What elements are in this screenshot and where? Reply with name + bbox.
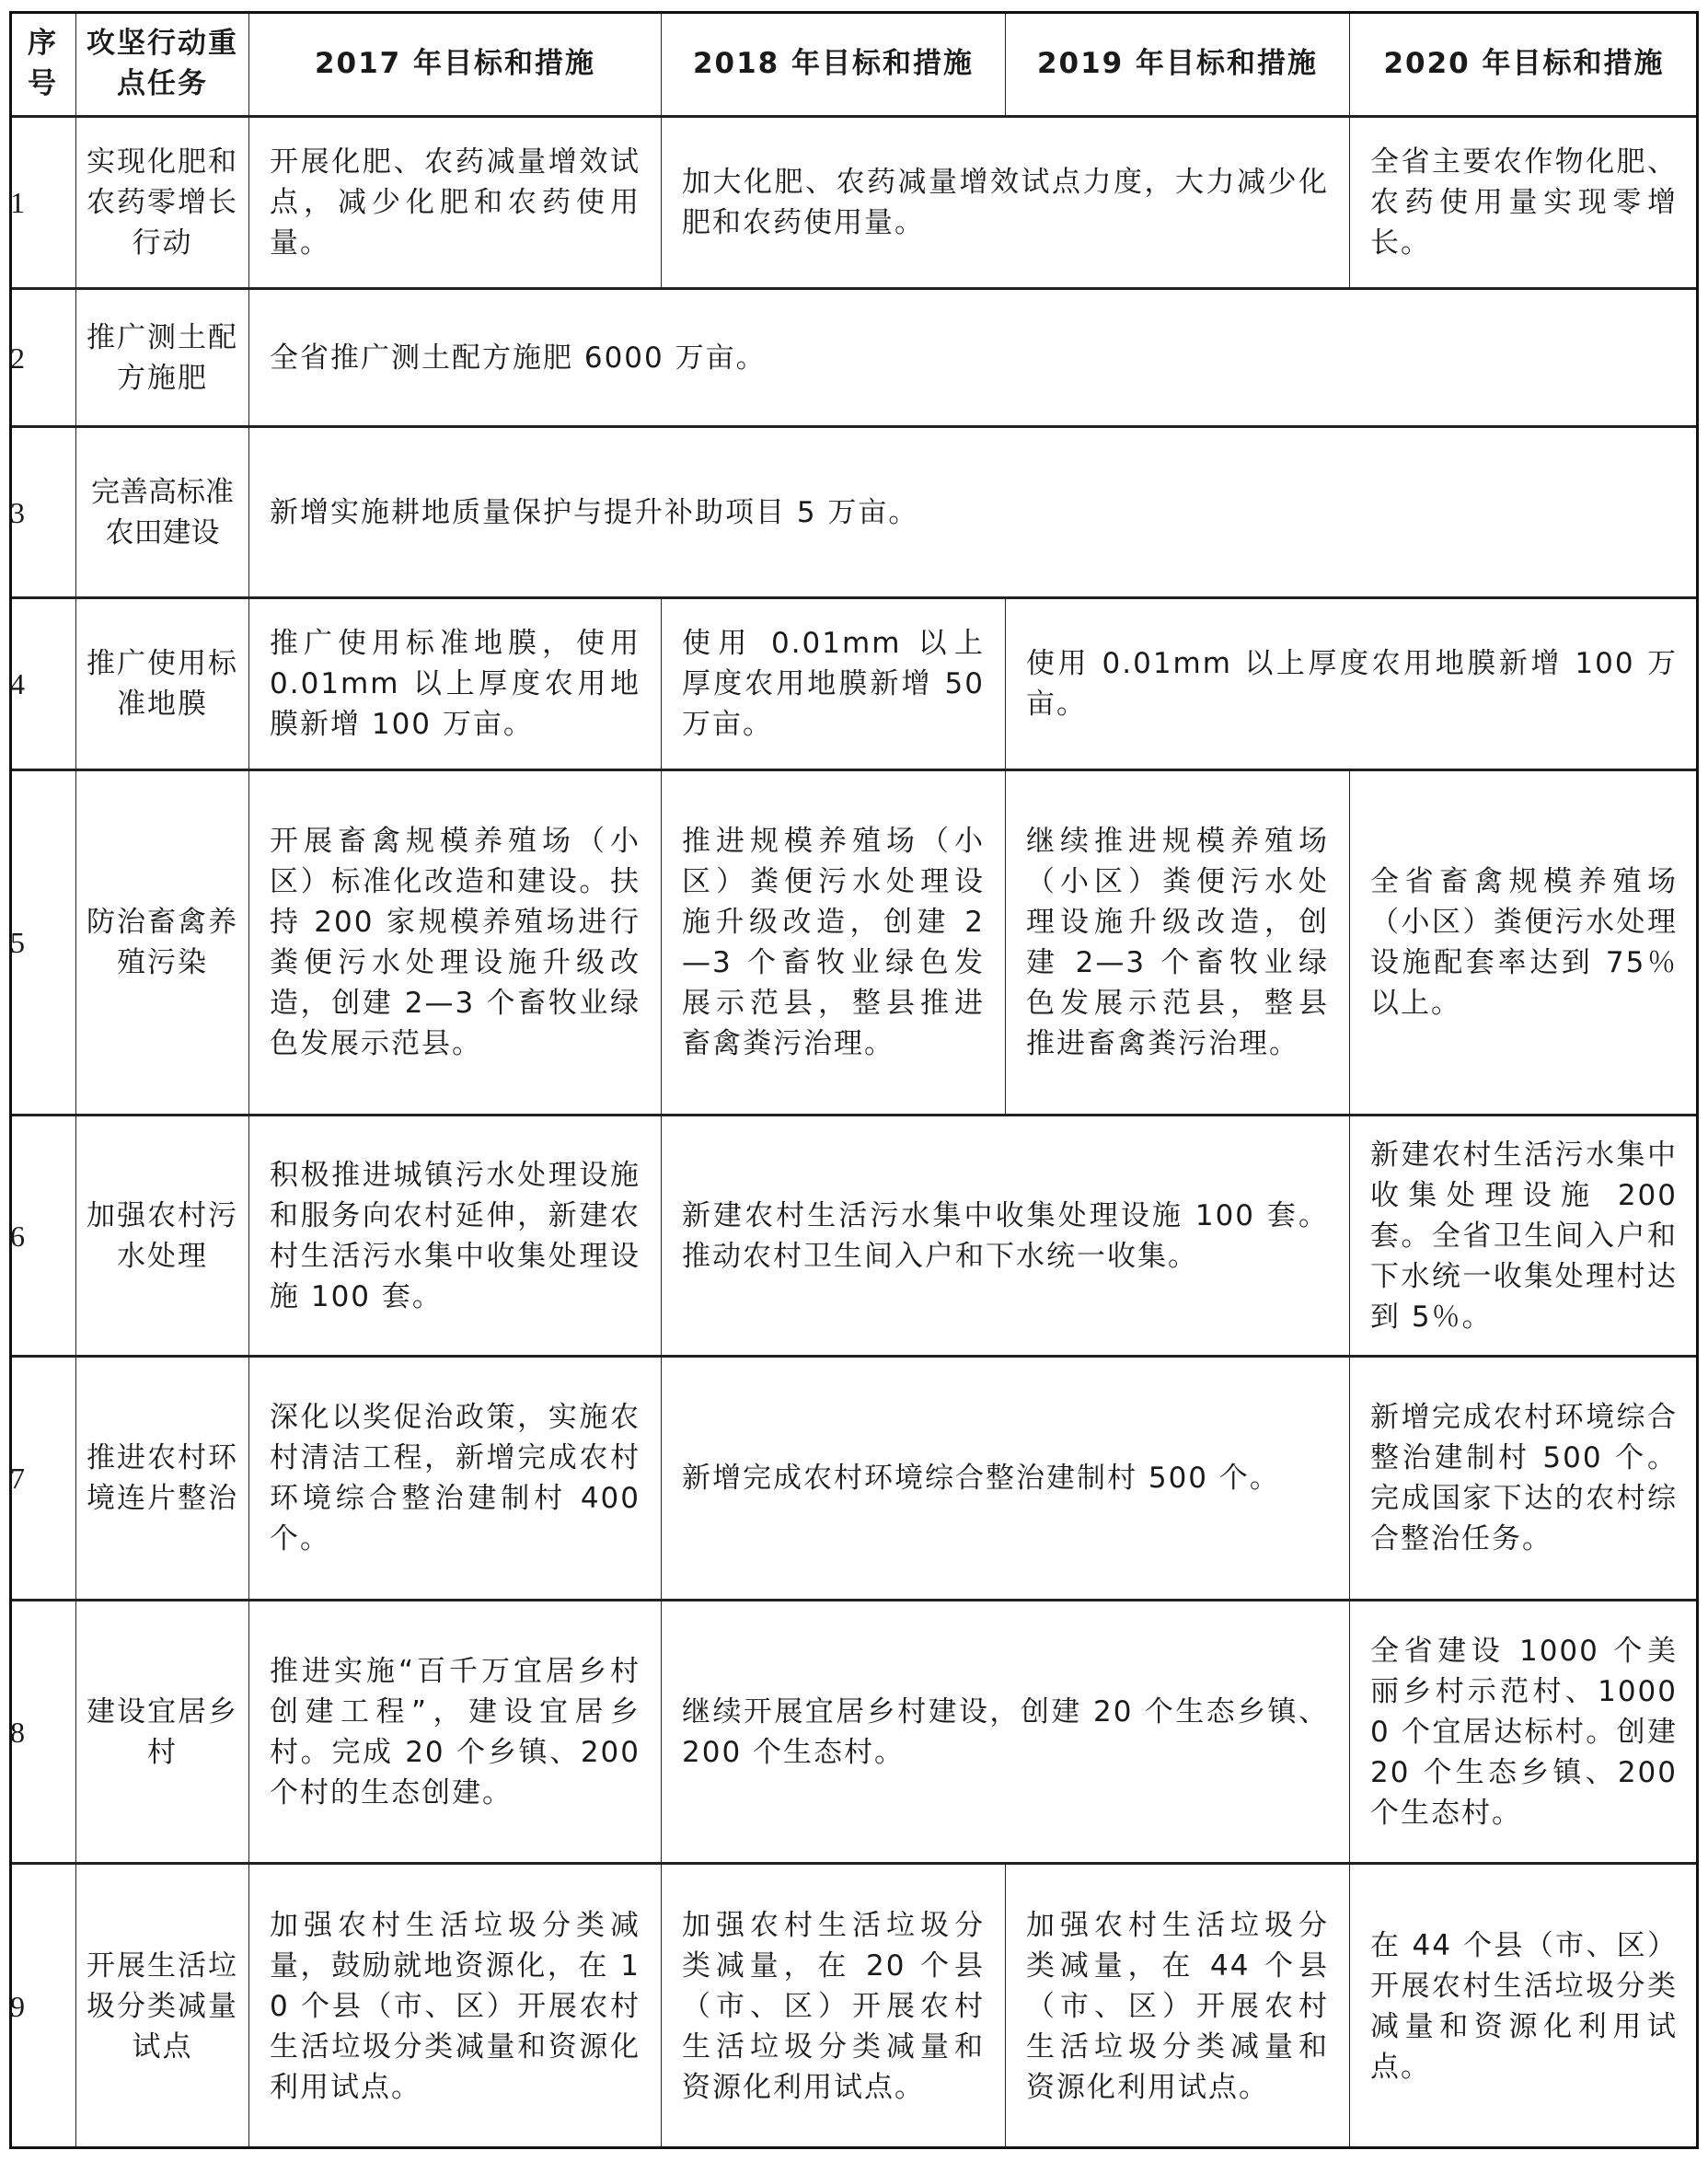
row-5-2017 (248, 769, 662, 1115)
row-9-2019 (1005, 1862, 1350, 2149)
cell-text: 新建农村生活污水集中收集处理设施 100 套。推动农村卫生间入户和下水统一收集。 (682, 1198, 1329, 1273)
row-4-2017 (248, 596, 662, 769)
row-8-2017 (248, 1599, 662, 1863)
header-2020 (1349, 11, 1699, 116)
header-task-label: 攻坚行动重点任务 (87, 27, 238, 100)
cell-text: 全省建设 1000 个美丽乡村示范村、10000 个宜居达标村。创建 20 个生态乡镇、200 个生态村。 (1370, 1634, 1678, 1830)
task-label: 完善高标准农田建设 (91, 475, 234, 549)
row-8-2020 (1349, 1599, 1699, 1863)
cell-text: 开展化肥、农药减量增效试点，减少化肥和农药使用量。 (270, 145, 640, 260)
cell-text: 加大化肥、农药减量增效试点力度，大力减少化肥和农药使用量。 (682, 166, 1329, 239)
seq-number: 7 (10, 1462, 27, 1495)
cell-text: 加强农村生活垃圾分类减量，鼓励就地资源化，在 10 个县（市、区）开展农村生活垃圾分类减量和资源化利用试点。 (270, 1909, 640, 2104)
row-8-task (75, 1599, 249, 1863)
cell-text: 新增实施耕地质量保护与提升补助项目 5 万亩。 (270, 495, 919, 529)
cell-text: 使用 0.01mm 以上厚度农用地膜新增 100 万亩。 (1026, 647, 1678, 721)
row-5-2020 (1349, 769, 1699, 1115)
seq-number: 1 (10, 186, 27, 219)
row-2-task (75, 287, 249, 426)
header-task (75, 11, 249, 116)
row-1-seq (9, 115, 76, 288)
row-4-2018 (661, 596, 1006, 769)
row-1-2017 (248, 115, 662, 288)
row-2-seq (9, 287, 76, 426)
row-5-2019 (1005, 769, 1350, 1115)
header-seq-label: 序号 (28, 27, 58, 100)
cell-text: 新增完成农村环境综合整治建制村 500 个。完成国家下达的农村综合整治任务。 (1370, 1401, 1678, 1555)
header-2018 (661, 11, 1006, 116)
row-8-seq (9, 1599, 76, 1863)
row-9-2020 (1349, 1862, 1699, 2149)
header-2018-label: 2018 年目标和措施 (692, 47, 975, 80)
row-6-2020 (1349, 1114, 1699, 1356)
row-3-seq (9, 425, 76, 597)
task-label: 建设宜居乡村 (87, 1694, 238, 1769)
seq-number: 5 (10, 926, 27, 959)
row-4-task (75, 596, 249, 769)
row-6-seq (9, 1114, 76, 1356)
header-seq (9, 11, 76, 116)
cell-text: 加强农村生活垃圾分类减量，在 44 个县（市、区）开展农村生活垃圾分类减量和资源化利用试点。 (1026, 1909, 1329, 2104)
cell-text: 继续开展宜居乡村建设，创建 20 个生态乡镇、200 个生态村。 (682, 1694, 1329, 1769)
row-2-2017-2020 (248, 287, 1699, 426)
seq-number: 9 (10, 1990, 27, 2023)
seq-number: 3 (10, 495, 27, 529)
row-3-2017-2020 (248, 425, 1699, 597)
seq-number: 8 (10, 1715, 27, 1749)
row-9-task (75, 1862, 249, 2149)
cell-text: 积极推进城镇污水处理设施和服务向农村延伸，新建农村生活污水集中收集处理设施 100 套。 (270, 1158, 640, 1313)
row-7-seq (9, 1355, 76, 1600)
row-1-task (75, 115, 249, 288)
cell-text: 推进实施“百千万宜居乡村创建工程”，建设宜居乡村。完成 20 个乡镇、200 个村的生态创建。 (270, 1654, 640, 1809)
row-4-2019-2020 (1005, 596, 1699, 769)
row-7-task (75, 1355, 249, 1600)
row-5-2018 (661, 769, 1006, 1115)
cell-text: 全省主要农作物化肥、农药使用量实现零增长。 (1370, 145, 1678, 260)
cell-text: 推进规模养殖场（小区）粪便污水处理设施升级改造，创建 2—3 个畜牧业绿色发展示范县，整县推进畜禽粪污治理。 (682, 825, 985, 1060)
cell-text: 开展畜禽规模养殖场（小区）标准化改造和建设。扶持 200 家规模养殖场进行粪便污水处理设施升级改造，创建 2—3 个畜牧业绿色发展示范县。 (270, 825, 640, 1060)
header-2017 (248, 11, 662, 116)
row-7-2018-2019 (661, 1355, 1350, 1600)
cell-text: 全省畜禽规模养殖场（小区）粪便污水处理设施配套率达到 75％以上。 (1370, 865, 1678, 1020)
task-label: 防治畜禽养殖污染 (87, 906, 238, 979)
cell-text: 在 44 个县（市、区）开展农村生活垃圾分类减量和资源化利用试点。 (1370, 1929, 1678, 2084)
header-2019-label: 2019 年目标和措施 (1036, 47, 1319, 80)
row-5-task (75, 769, 249, 1115)
seq-number: 2 (10, 341, 27, 375)
cell-text: 全省推广测土配方施肥 6000 万亩。 (270, 341, 767, 375)
task-label: 推进农村环境连片整治 (87, 1441, 238, 1515)
header-2019 (1005, 11, 1350, 116)
task-label: 开展生活垃圾分类减量试点 (87, 1949, 238, 2064)
task-label: 加强农村污水处理 (87, 1198, 238, 1273)
row-7-2020 (1349, 1355, 1699, 1600)
header-2020-label: 2020 年目标和措施 (1383, 47, 1665, 80)
cell-text: 继续推进规模养殖场（小区）粪便污水处理设施升级改造，创建 2—3 个畜牧业绿色发展示范县，整县推进畜禽粪污治理。 (1026, 825, 1329, 1060)
row-6-2018-2019 (661, 1114, 1350, 1356)
row-3-task (75, 425, 249, 597)
seq-number: 4 (10, 667, 27, 700)
seq-number: 6 (10, 1219, 27, 1253)
cell-text: 推广使用标准地膜，使用 0.01mm 以上厚度农用地膜新增 100 万亩。 (270, 627, 640, 741)
row-7-2017 (248, 1355, 662, 1600)
cell-text: 使用 0.01mm 以上厚度农用地膜新增 50 万亩。 (682, 627, 985, 741)
cell-text: 加强农村生活垃圾分类减量，在 20 个县（市、区）开展农村生活垃圾分类减量和资源化利用试点。 (682, 1909, 985, 2104)
row-9-2018 (661, 1862, 1006, 2149)
row-6-2017 (248, 1114, 662, 1356)
row-1-2020 (1349, 115, 1699, 288)
row-9-2017 (248, 1862, 662, 2149)
cell-text: 新建农村生活污水集中收集处理设施 200 套。全省卫生间入户和下水统一收集处理村达到 5％。 (1370, 1138, 1678, 1334)
row-5-seq (9, 769, 76, 1115)
row-6-task (75, 1114, 249, 1356)
task-label: 实现化肥和农药零增长行动 (87, 145, 238, 260)
task-label: 推广使用标准地膜 (87, 647, 238, 721)
row-4-seq (9, 596, 76, 769)
row-1-2018-2019 (661, 115, 1350, 288)
cell-text: 新增完成农村环境综合整治建制村 500 个。 (682, 1462, 1280, 1495)
task-label: 推广测土配方施肥 (87, 320, 238, 395)
row-8-2018-2019 (661, 1599, 1350, 1863)
header-2017-label: 2017 年目标和措施 (314, 47, 596, 80)
cell-text: 深化以奖促治政策，实施农村清洁工程，新增完成农村环境综合整治建制村 400 个。 (270, 1401, 640, 1555)
row-9-seq (9, 1862, 76, 2149)
